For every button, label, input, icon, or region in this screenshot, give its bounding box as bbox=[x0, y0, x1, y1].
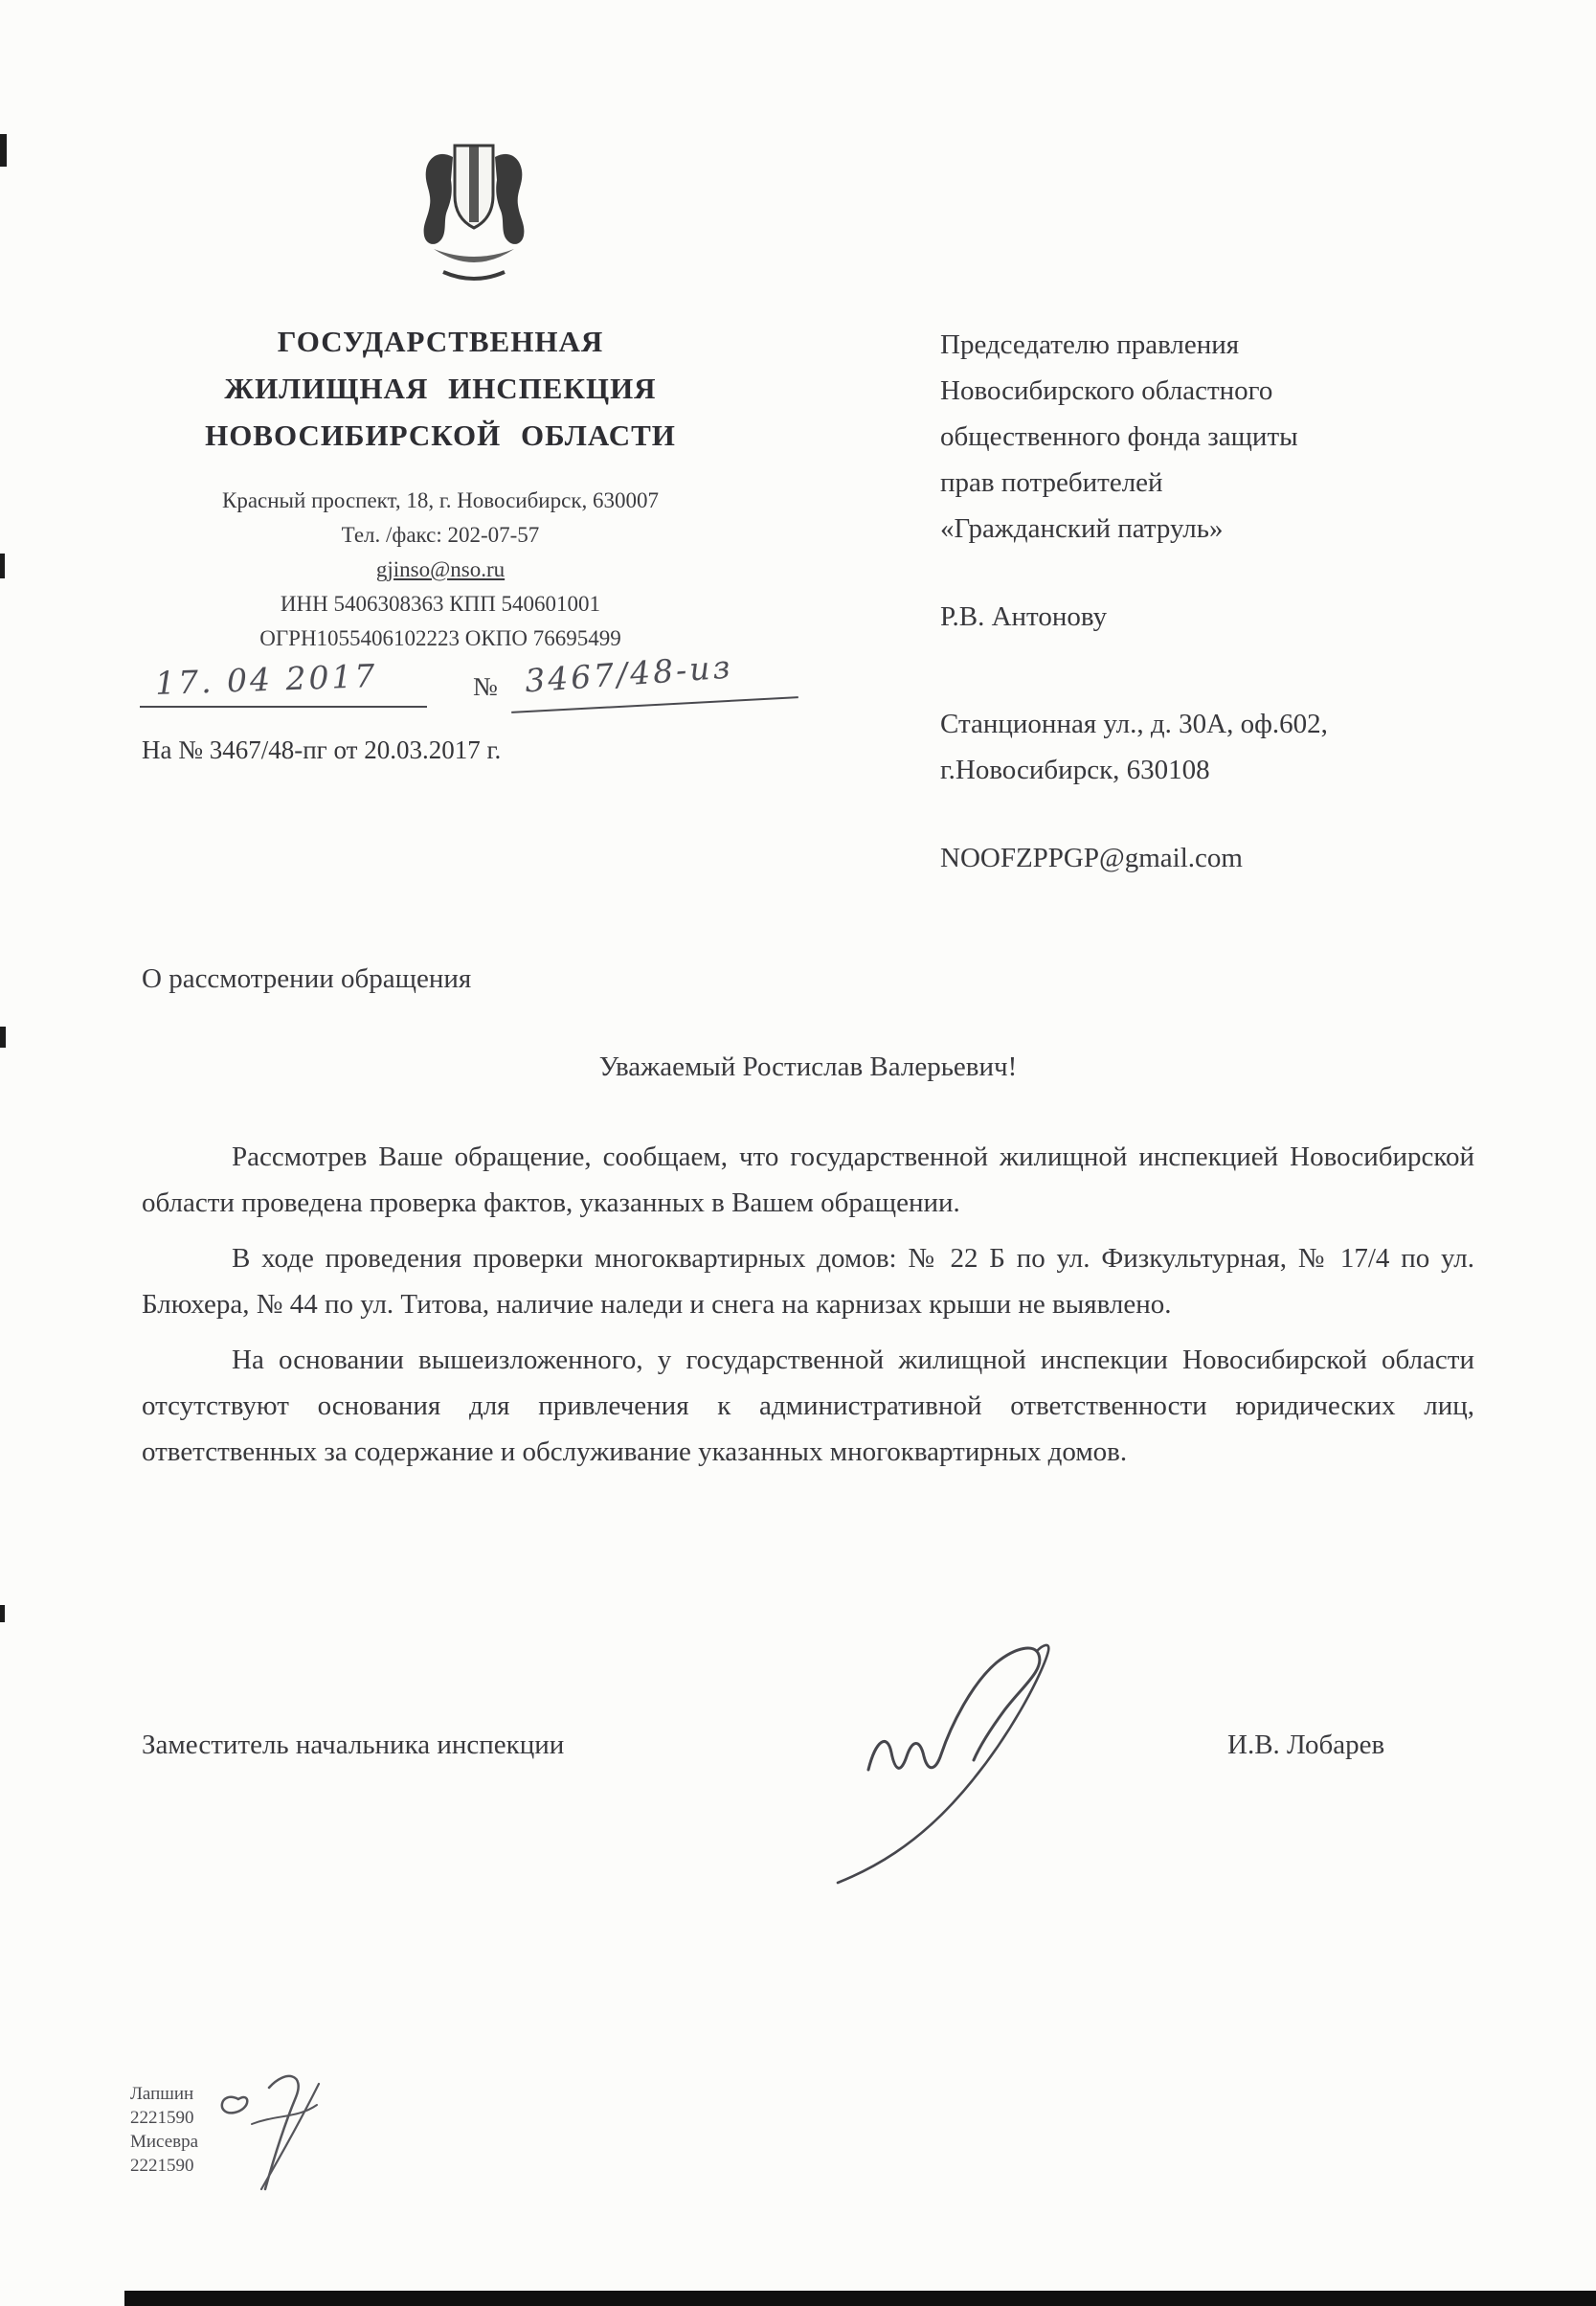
executor-line-1: Лапшин bbox=[130, 2084, 194, 2104]
handwritten-date: 17. 04 2017 bbox=[154, 656, 379, 703]
executor-block bbox=[130, 2082, 198, 2178]
org-email: gjinso@nso.ru bbox=[375, 557, 506, 581]
org-name bbox=[96, 318, 785, 459]
body-paragraph-1: Рассмотрев Ваше обращение, сообщаем, что государственной жилищной инспекцией Новосибирской области проведена проверка фактов, указанных в Вашем обращении. bbox=[142, 1142, 1474, 1218]
org-name-line-3: НОВОСИБИРСКОЙ ОБЛАСТИ bbox=[205, 418, 676, 452]
letter-body bbox=[142, 1134, 1474, 1484]
org-inn-kpp-line: ИНН 5406308363 КПП 540601001 bbox=[280, 592, 601, 616]
handwritten-outgoing-number: 3467/48-из bbox=[523, 647, 734, 700]
scan-artifact-speck bbox=[0, 1605, 5, 1622]
org-ogrn-okpo-line: ОГРН1055406102223 ОКПО 76695499 bbox=[259, 626, 621, 650]
number-underline bbox=[511, 696, 798, 713]
org-address-line: Красный проспект, 18, г. Новосибирск, 630007 bbox=[221, 488, 659, 512]
org-name-line-2: ЖИЛИЩНАЯ ИНСПЕКЦИЯ bbox=[224, 372, 657, 405]
body-paragraph-2: В ходе проведения проверки многоквартирных домов: № 22 Б по ул. Физкультурная, № 17/4 по ул. Блюхера, № 44 по ул. Титова, наличие наледи и снега на карнизах крыши не выявлено. bbox=[142, 1243, 1474, 1320]
recipient-address-line-2: г.Новосибирск, 630108 bbox=[940, 755, 1210, 785]
org-phone-line: Тел. /факс: 202-07-57 bbox=[341, 523, 540, 547]
letterhead-left bbox=[96, 318, 785, 656]
body-paragraph-3: На основании вышеизложенного, у государственной жилищной инспекции Новосибирской области отсутствуют основания для привлечения к административной ответственности юридических лиц, ответственных за содержание и обслуживание указанных многоквартирных домов. bbox=[142, 1345, 1474, 1467]
outgoing-number-sign: № bbox=[473, 672, 498, 701]
salutation: Уважаемый Ростислав Валерьевич! bbox=[598, 1051, 1018, 1082]
recipient-line-2: Новосибирского областного bbox=[940, 375, 1273, 406]
recipient-line-1: Председателю правления bbox=[940, 329, 1240, 360]
recipient-line-5: «Гражданский патруль» bbox=[940, 513, 1224, 544]
reference-line: На № 3467/48-пг от 20.03.2017 г. bbox=[142, 735, 502, 764]
executor-signature-scribble-icon bbox=[206, 2061, 359, 2195]
scan-artifact-speck bbox=[0, 554, 5, 578]
signatory-name: И.В. Лобарев bbox=[1227, 1730, 1385, 1760]
executor-line-2: 2221590 bbox=[130, 2108, 194, 2128]
scan-artifact-speck bbox=[0, 134, 7, 167]
recipient-block bbox=[940, 322, 1495, 881]
recipient-line-3: общественного фонда защиты bbox=[940, 421, 1298, 452]
scan-artifact-speck bbox=[0, 1027, 6, 1048]
signatory-position: Заместитель начальника инспекции bbox=[142, 1730, 565, 1760]
org-contact-block bbox=[96, 484, 785, 656]
executor-line-3: Мисевра bbox=[130, 2132, 199, 2152]
subject-line: О рассмотрении обращения bbox=[142, 963, 472, 994]
org-name-line-1: ГОСУДАРСТВЕННАЯ bbox=[277, 325, 604, 358]
recipient-name: Р.В. Антонову bbox=[940, 601, 1108, 632]
coat-of-arms-icon bbox=[415, 128, 533, 299]
executor-line-4: 2221590 bbox=[130, 2156, 194, 2176]
recipient-address bbox=[940, 701, 1495, 793]
scan-artifact-bottom-bar bbox=[124, 2291, 1596, 2306]
recipient-email: NOOFZPPGP@gmail.com bbox=[940, 843, 1243, 873]
signature-scribble-icon bbox=[809, 1626, 1115, 1894]
date-underline bbox=[140, 706, 427, 708]
recipient-address-line-1: Станционная ул., д. 30А, оф.602, bbox=[940, 709, 1328, 739]
recipient-line-4: прав потребителей bbox=[940, 467, 1163, 498]
